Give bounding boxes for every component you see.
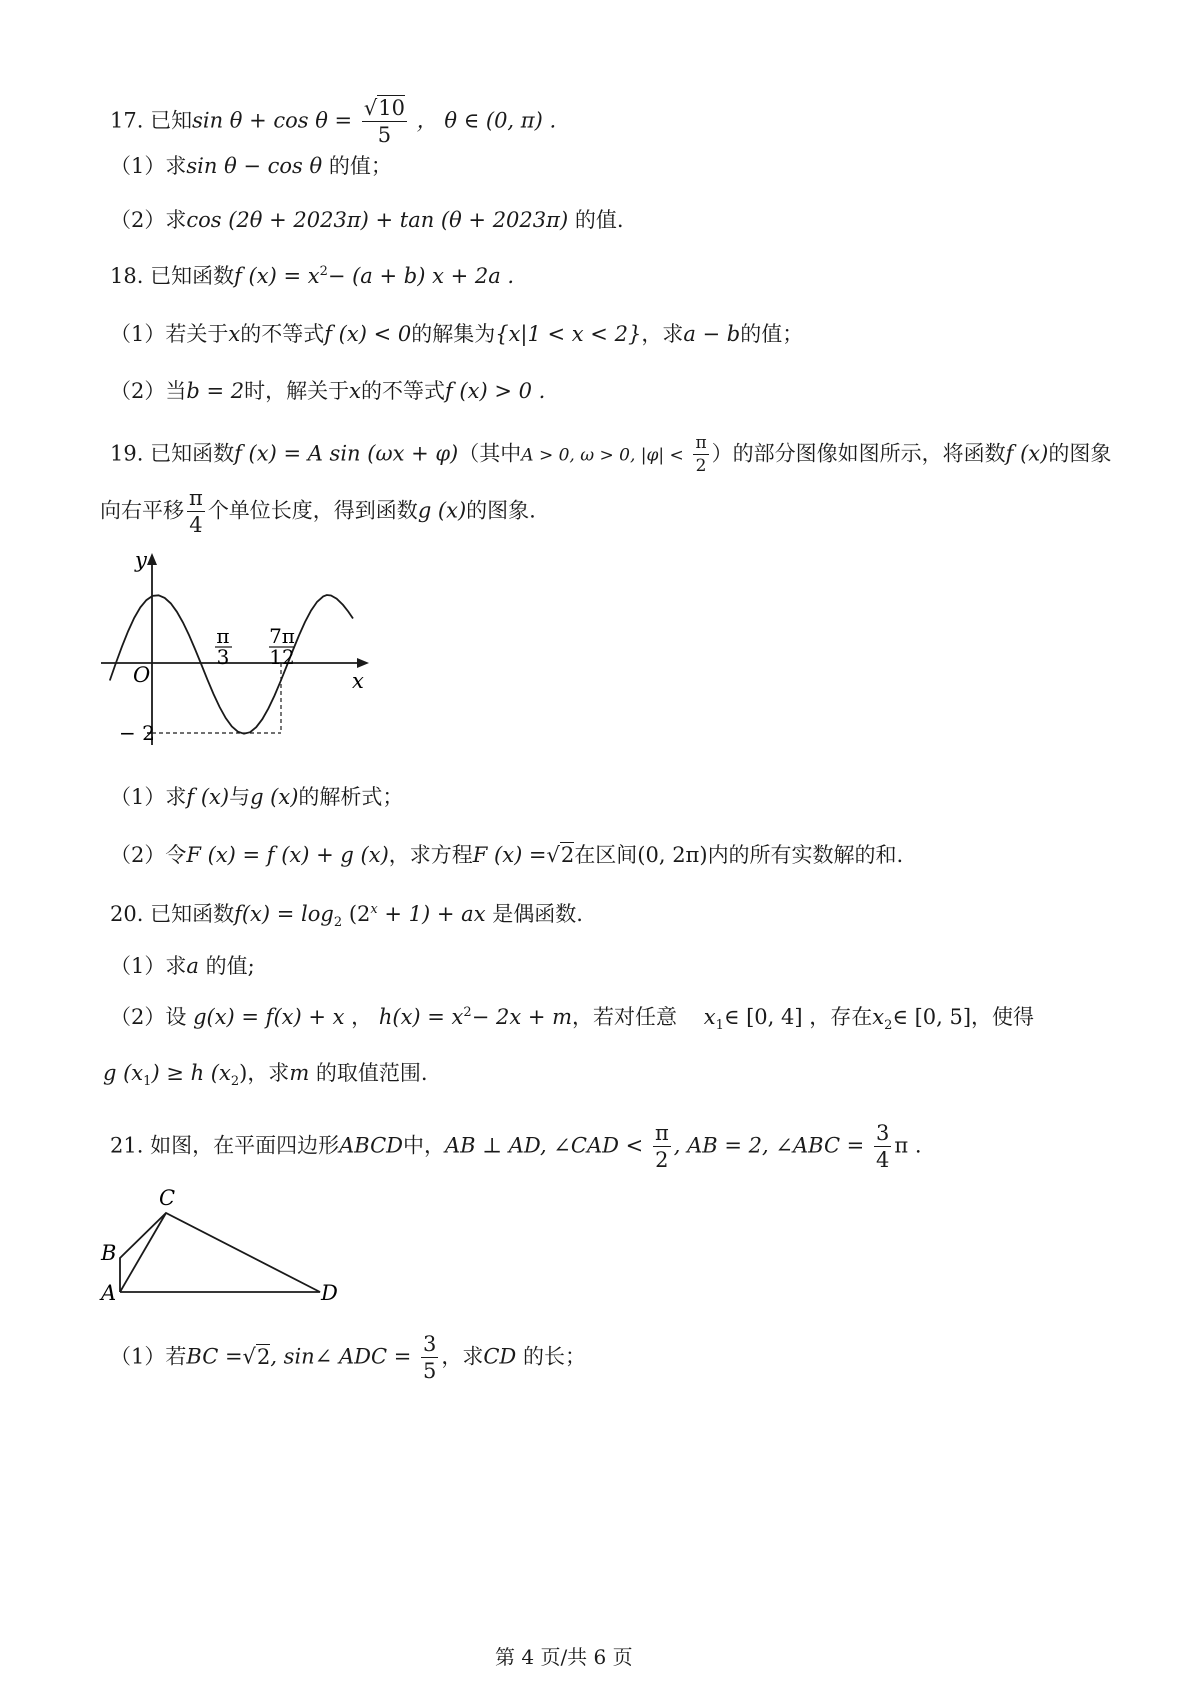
q21-part1: （1）若BC =√2, sin∠ ADC = $\frac{3}{5}$ ，求CD 的长； [110,1332,586,1383]
q17-part1: （1）求sin θ − cos θ 的值； [110,154,392,178]
q19-stem-line2: 向右平移 $\frac{\pi}{4}$ 个单位长度，得到函数g (x)的图象. [100,486,536,537]
q20-part2: （2）设 g(x) = f(x) + x ， $h(x) = x^2- 2x + m$，若对任意 $x_1\in$ [0, 4] ，存在$x_2\in$ [0, 5]，使得 [110,1005,1035,1034]
q20-stem: 20. 已知函数$f(x) = \log_2 (2^x + 1)$ + ax 是偶函数. [110,902,583,931]
tick-pi-3-num: π [216,624,230,648]
vertex-b-label: B [101,1241,117,1265]
q20-part2-line2: g $(x_1) \ge h$ $(x_2)$，求m 的取值范围. [103,1061,428,1090]
tick-7pi-12-den: 12 [269,645,295,669]
q17-stem: 17. 已知sin θ + cos θ = $\frac{√10}{5}$ ， θ ∈ (0, π) . [110,96,557,147]
q18-stem: 18. 已知函数f $(x) = x^2- (a + b) x + 2a$ . [110,264,515,288]
vertex-a-label: A [101,1281,117,1305]
vertex-c-label: C [159,1186,176,1210]
q21-stem: 21. 如图，在平面四边形ABCD中，AB ⊥ AD, ∠CAD < $\frac{\pi}{2}$ , AB = 2, ∠ABC = $\frac{3}{4}$ π . [110,1121,922,1172]
fraction-sqrt10-over-5: $\frac{√10}{5}$ [363,96,405,147]
y-axis-label: y [135,548,147,572]
q17-part2: （2）求cos (2θ + 2023π) + tan (θ + 2023π) 的值. [110,208,624,232]
q19-stem: 19. 已知函数f (x) = A sin (ωx + φ)（其中A > 0, ω > 0, |φ| < $\frac{\pi}{2}$ ）的部分图像如图所示，将函数f (x)的图象 [110,433,1112,476]
q20-part1: （1）求a 的值; [110,954,255,978]
origin-label: O [133,663,151,687]
quadrilateral-abcd [120,1213,320,1292]
q18-part2: （2）当b = 2时，解关于x的不等式f (x) > 0 . [110,379,546,403]
vertex-d-label: D [321,1281,338,1305]
page-footer: 第 4 页/共 6 页 [495,1645,633,1669]
tick-7pi-12-num: 7π [269,624,295,648]
q19-sine-graph [95,545,395,760]
y-min-label: − 2 [119,721,155,745]
q19-part2: （2）令F (x) = f (x) + g (x)，求方程F (x) =√2在区间(0, 2π)内的所有实数解的和. [110,843,904,867]
q18-part1: （1）若关于x的不等式f (x) < 0的解集为{x|1 < x < 2}，求a − b的值； [110,322,804,346]
x-axis-label: x [352,669,364,693]
q21-quadrilateral-figure [95,1185,355,1315]
tick-pi-3-den: 3 [216,645,230,669]
q19-part1: （1）求f (x)与g (x)的解析式； [110,785,404,809]
